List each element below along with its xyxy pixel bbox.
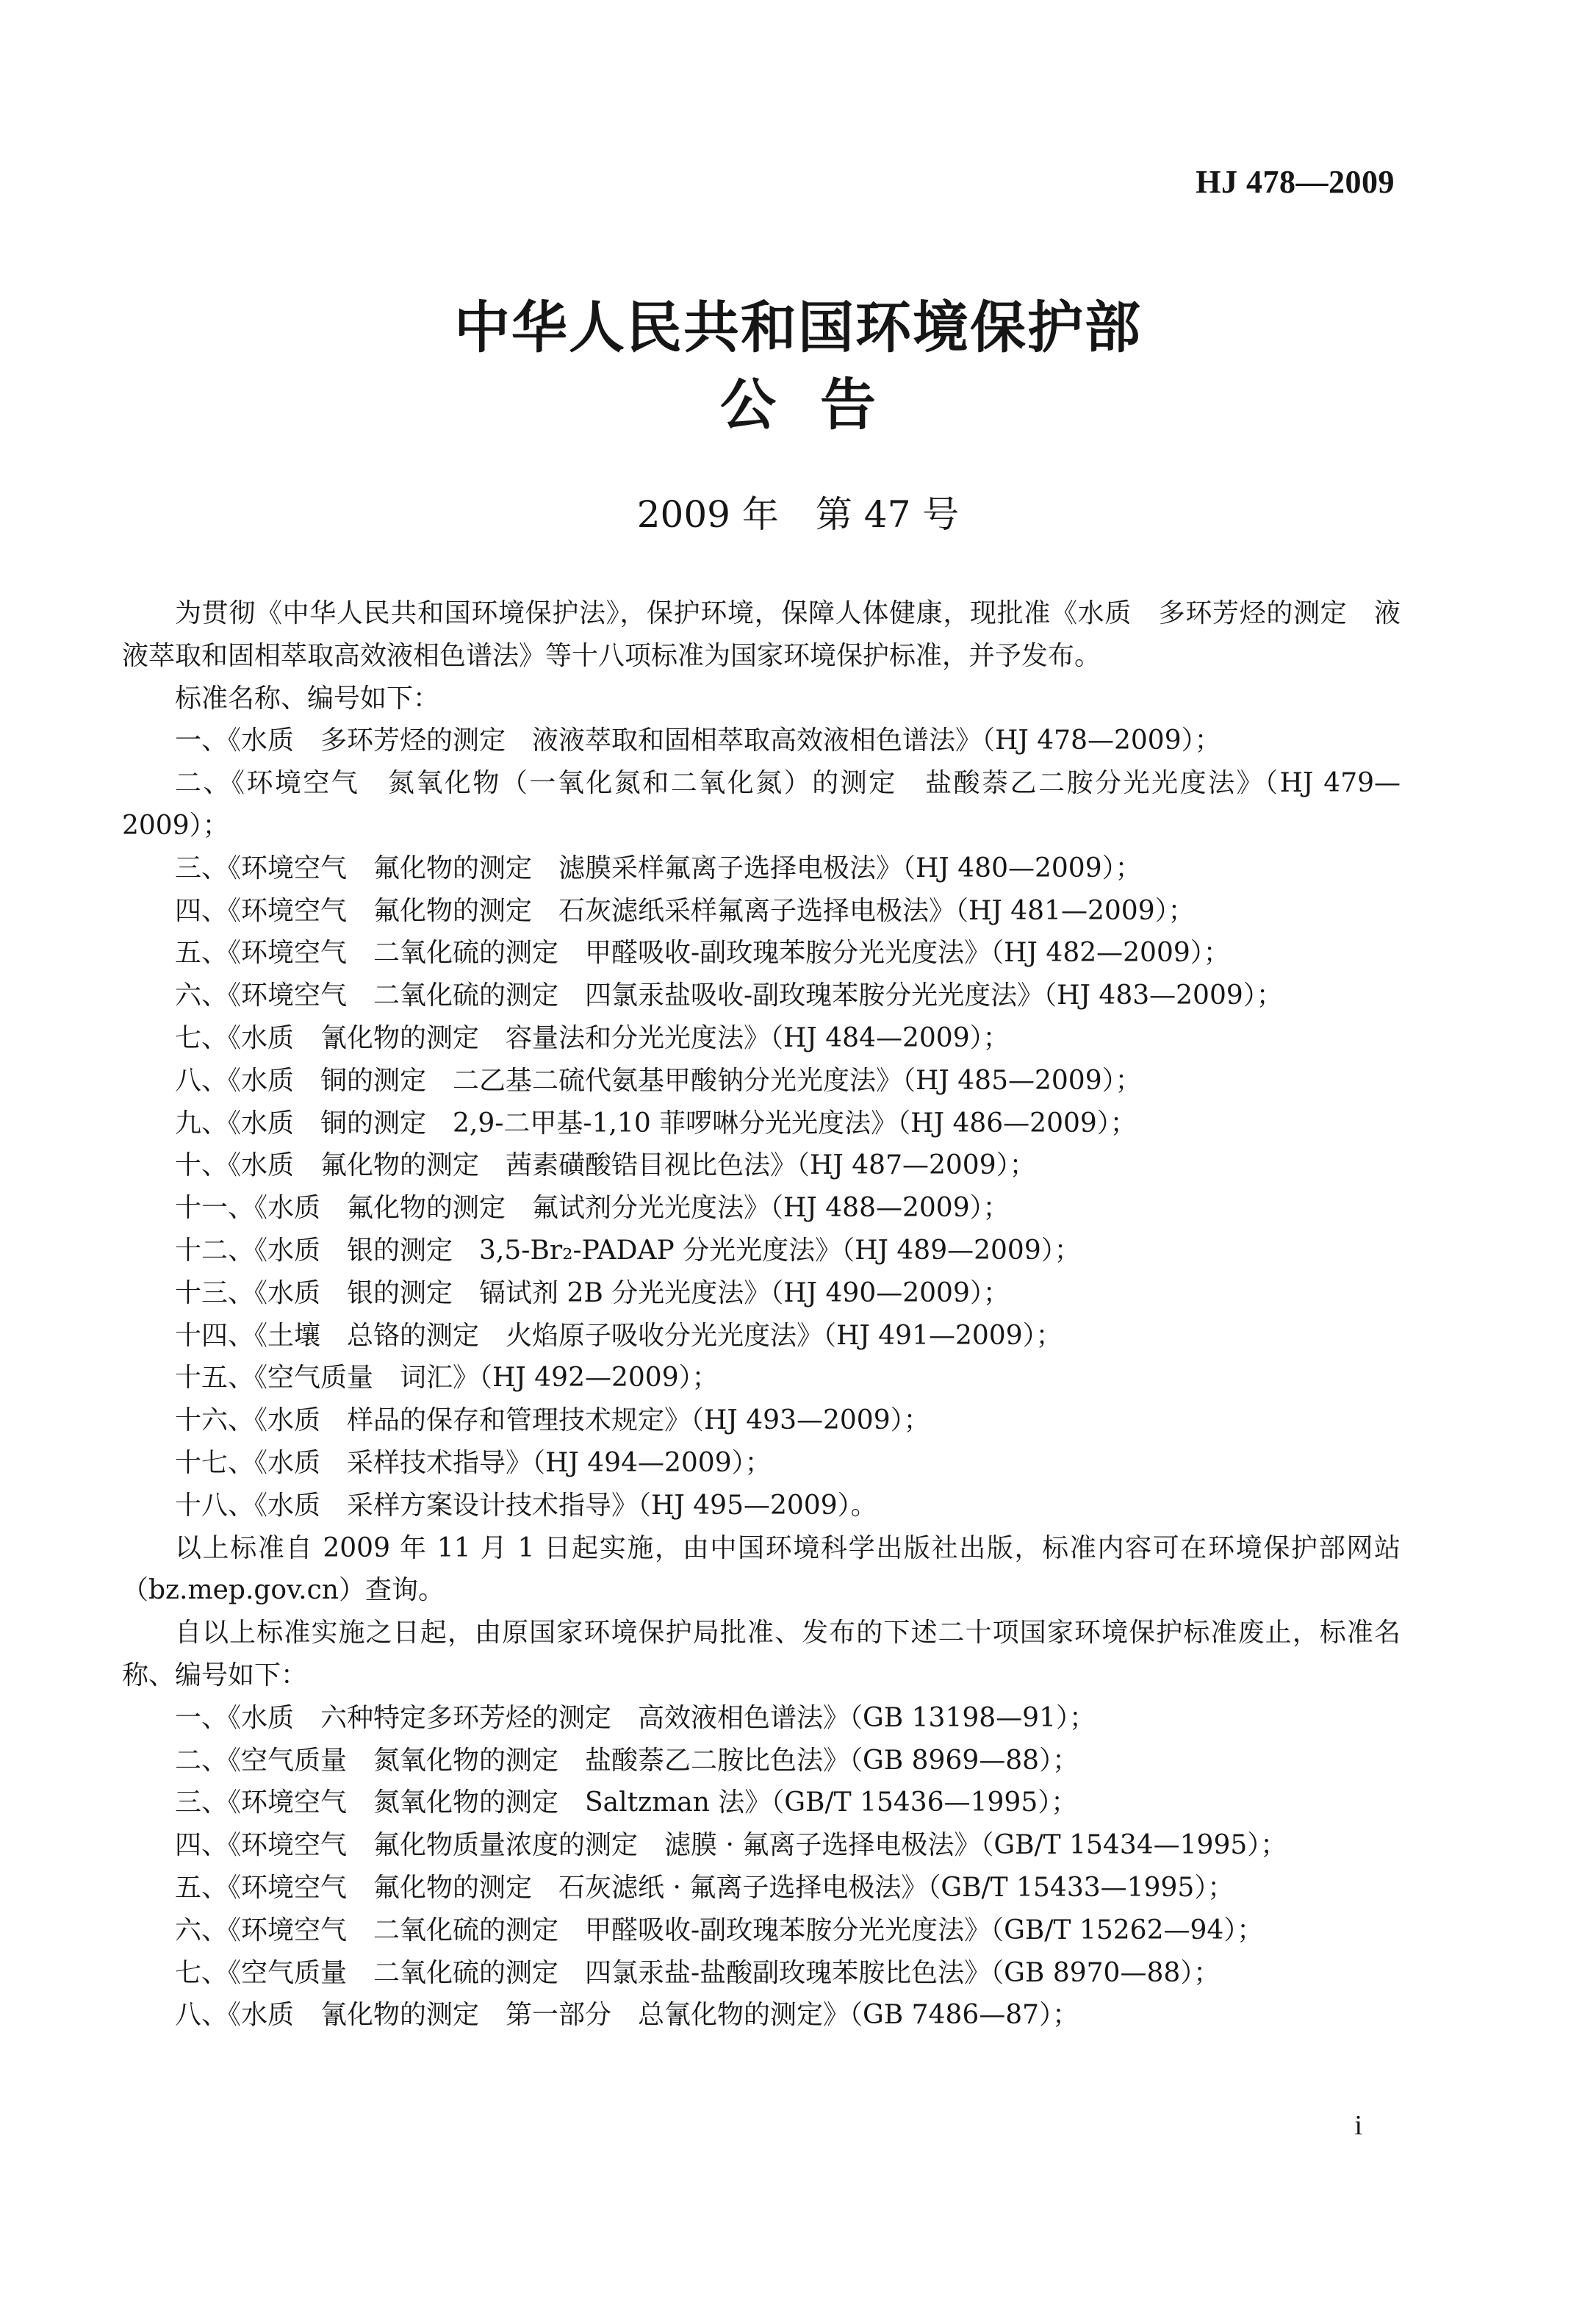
intro-paragraph: 为贯彻《中华人民共和国环境保护法》，保护环境，保障人体健康，现批准《水质 多环芳烃的测定 液液萃取和固相萃取高效液相色谱法》等十八项标准为国家环境保护标准，并予发布。 [122, 598, 1401, 671]
abolished-item: 七、《空气质量 二氧化硫的测定 四氯汞盐-盐酸副玫瑰苯胺比色法》（GB 8970—88）； [175, 1957, 1221, 1988]
approved-item: 十六、《水质 样品的保存和管理技术规定》（HJ 493—2009）； [175, 1405, 930, 1436]
abolished-item: 三、《环境空气 氮氧化物的测定 Saltzman 法》（GB/T 15436—1995）； [175, 1787, 1078, 1818]
announcement-body [122, 592, 1401, 2037]
approved-item: 十七、《水质 采样技术指导》（HJ 494—2009）； [175, 1447, 772, 1478]
approved-item: 八、《水质 铜的测定 二乙基二硫代氨基甲酸钠分光光度法》（HJ 485—2009）； [175, 1065, 1142, 1096]
approved-item: 一、《水质 多环芳烃的测定 液液萃取和固相萃取高效液相色谱法》（HJ 478—2009）； [175, 725, 1221, 756]
approved-item: 十四、《土壤 总铬的测定 火焰原子吸收分光光度法》（HJ 491—2009）； [175, 1320, 1063, 1351]
announcement-heading: 公告 [720, 372, 920, 437]
approved-item: 五、《环境空气 二氧化硫的测定 甲醛吸收-副玫瑰苯胺分光光度法》（HJ 482—2009）； [175, 938, 1230, 969]
abolished-item: 五、《环境空气 氟化物的测定 石灰滤纸 · 氟离子选择电极法》（GB/T 15433—1995）； [175, 1872, 1234, 1903]
abolished-item: 八、《水质 氰化物的测定 第一部分 总氰化物的测定》（GB 7486—87）； [175, 2000, 1079, 2031]
abolished-item: 六、《环境空气 二氧化硫的测定 甲醛吸收-副玫瑰苯胺分光光度法》（GB/T 15262—94）； [175, 1915, 1264, 1945]
approved-item: 六、《环境空气 二氧化硫的测定 四氯汞盐吸收-副玫瑰苯胺分光光度法》（HJ 483—2009）； [175, 980, 1283, 1011]
abolish-intro: 自以上标准实施之日起，由原国家环境保护局批准、发布的下述二十项国家环境保护标准废止，标准名称、编号如下： [122, 1618, 1401, 1690]
approved-item: 十一、《水质 氟化物的测定 氟试剂分光光度法》（HJ 488—2009）； [175, 1193, 1010, 1224]
approved-item: 十二、《水质 银的测定 3,5-Br₂-PADAP 分光光度法》（HJ 489—2009）； [175, 1235, 1081, 1266]
abolished-item: 二、《空气质量 氮氧化物的测定 盐酸萘乙二胺比色法》（GB 8969—88）； [175, 1745, 1079, 1776]
abolished-item: 四、《环境空气 氟化物质量浓度的测定 滤膜 · 氟离子选择电极法》（GB/T 15434—1995）； [175, 1830, 1287, 1861]
page-title: 中华人民共和国环境保护部 [454, 295, 1142, 360]
abolished-item: 一、《水质 六种特定多环芳烃的测定 高效液相色谱法》（GB 13198—91）； [175, 1702, 1096, 1733]
approved-item: 十、《水质 氟化物的测定 茜素磺酸锆目视比色法》（HJ 487—2009）； [175, 1150, 1036, 1181]
approved-item: 三、《环境空气 氟化物的测定 滤膜采样氟离子选择电极法》（HJ 480—2009）； [175, 853, 1142, 883]
approved-item: 十五、《空气质量 词汇》（HJ 492—2009）； [175, 1363, 719, 1394]
approved-item: 四、《环境空气 氟化物的测定 石灰滤纸采样氟离子选择电极法》（HJ 481—2009）； [175, 895, 1195, 926]
effective-paragraph: 以上标准自 2009 年 11 月 1 日起实施，由中国环境科学出版社出版，标准内容可在环境保护部网站（bz.mep.gov.cn）查询。 [122, 1532, 1401, 1606]
issue-number: 2009 年 第 47 号 [636, 493, 960, 536]
list-intro: 标准名称、编号如下： [175, 683, 440, 714]
page-number: i [1354, 2110, 1362, 2141]
standard-code: HJ 478—2009 [1196, 164, 1395, 200]
approved-item: 十三、《水质 银的测定 镉试剂 2B 分光光度法》（HJ 490—2009）； [175, 1277, 1010, 1308]
approved-item: 二、《环境空气 氮氧化物（一氧化氮和二氧化氮）的测定 盐酸萘乙二胺分光光度法》（HJ 479—2009）； [122, 768, 1401, 841]
approved-item: 九、《水质 铜的测定 2,9-二甲基-1,10 菲啰啉分光光度法》（HJ 486—2009）； [175, 1108, 1137, 1138]
approved-item: 七、《水质 氰化物的测定 容量法和分光光度法》（HJ 484—2009）； [175, 1022, 1010, 1053]
approved-item: 十八、《水质 采样方案设计技术指导》（HJ 495—2009）。 [175, 1490, 877, 1521]
